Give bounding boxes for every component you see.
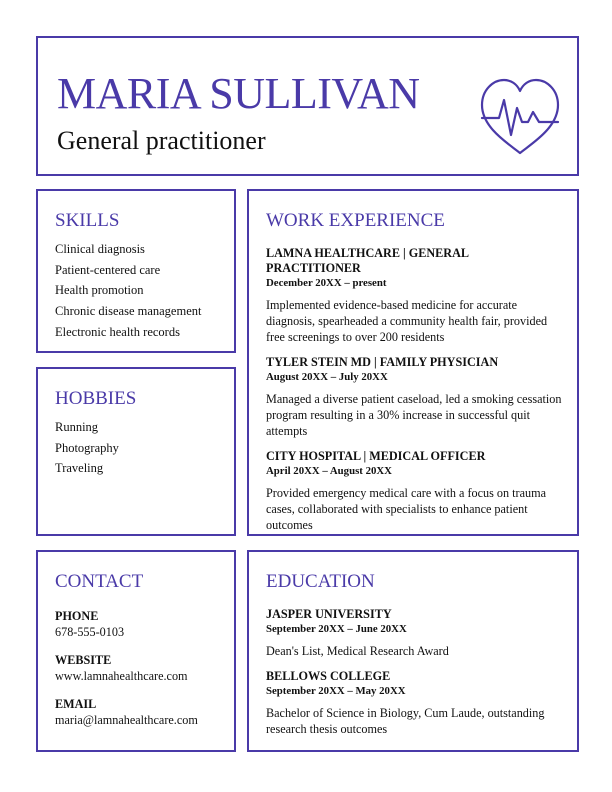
skills-section [36, 189, 236, 353]
skill-item: Patient-centered care [55, 262, 161, 277]
resume-name: MARIA SULLIVAN [57, 69, 420, 118]
contact-label: EMAIL [55, 697, 97, 711]
work-entry-description: Implemented evidence-based medicine for accurate diagnosis, spearheaded a community health fair, provided free screenings to over 200 residents [266, 298, 548, 344]
work-entry [266, 449, 563, 533]
contact-email [55, 696, 198, 728]
phone-value: 678-555-0103 [55, 625, 125, 639]
work-entry [266, 246, 563, 345]
work-entry-description: Managed a diverse patient caseload, led a smoking cessation program resulting in a 30% increase in successful quit attempts [266, 392, 562, 438]
skill-item: Clinical diagnosis [55, 242, 145, 256]
work-entry-dates: December 20XX – present [266, 277, 387, 289]
education-entry-dates: September 20XX – June 20XX [266, 623, 407, 635]
skills-heading: SKILLS [55, 210, 120, 231]
hobbies-list [55, 417, 119, 479]
hobby-item: Running [55, 420, 99, 434]
skill-item: Chronic disease management [55, 304, 202, 319]
hobby-item: Photography [55, 440, 119, 455]
contact-website [55, 652, 198, 684]
contact-list [55, 608, 198, 740]
heart-pulse-icon [479, 78, 561, 156]
contact-label: PHONE [55, 609, 99, 623]
education-entry [266, 669, 563, 737]
contact-label: WEBSITE [55, 653, 112, 667]
skills-list [55, 239, 201, 343]
education-heading: EDUCATION [266, 571, 375, 592]
contact-heading: CONTACT [55, 571, 144, 592]
education-entry-dates: September 20XX – May 20XX [266, 685, 406, 697]
work-entries [266, 246, 563, 543]
email-link[interactable]: maria@lamnahealthcare.com [55, 713, 198, 727]
work-entry-dates: August 20XX – July 20XX [266, 371, 388, 383]
education-entries [266, 607, 563, 747]
education-entry-description: Bachelor of Science in Biology, Cum Laude, outstanding research thesis outcomes [266, 706, 545, 736]
hobbies-section [36, 367, 236, 536]
work-entry-description: Provided emergency medical care with a focus on trauma cases, collaborated with specialists to enhance patient outcomes [266, 486, 546, 532]
education-section [247, 550, 579, 752]
contact-section [36, 550, 236, 752]
website-link[interactable]: www.lamnahealthcare.com [55, 669, 188, 683]
education-entry-title: BELLOWS COLLEGE [266, 669, 391, 683]
work-experience-section [247, 189, 579, 536]
work-entry-dates: April 20XX – August 20XX [266, 465, 392, 477]
work-experience-heading: WORK EXPERIENCE [266, 210, 445, 231]
work-entry-title: CITY HOSPITAL | MEDICAL OFFICER [266, 449, 486, 463]
work-entry-title: TYLER STEIN MD | FAMILY PHYSICIAN [266, 355, 499, 369]
skill-item: Health promotion [55, 283, 144, 298]
education-entry [266, 607, 563, 659]
job-title: General practitioner [57, 126, 266, 155]
education-entry-description: Dean's List, Medical Research Award [266, 644, 449, 658]
contact-phone [55, 608, 198, 640]
hobby-item: Traveling [55, 461, 104, 476]
skill-item: Electronic health records [55, 324, 180, 339]
work-entry [266, 355, 563, 439]
work-entry-title: LAMNA HEALTHCARE | GENERAL PRACTITIONER [266, 246, 469, 275]
education-entry-title: JASPER UNIVERSITY [266, 607, 392, 621]
header-panel [36, 36, 579, 176]
hobbies-heading: HOBBIES [55, 388, 137, 409]
